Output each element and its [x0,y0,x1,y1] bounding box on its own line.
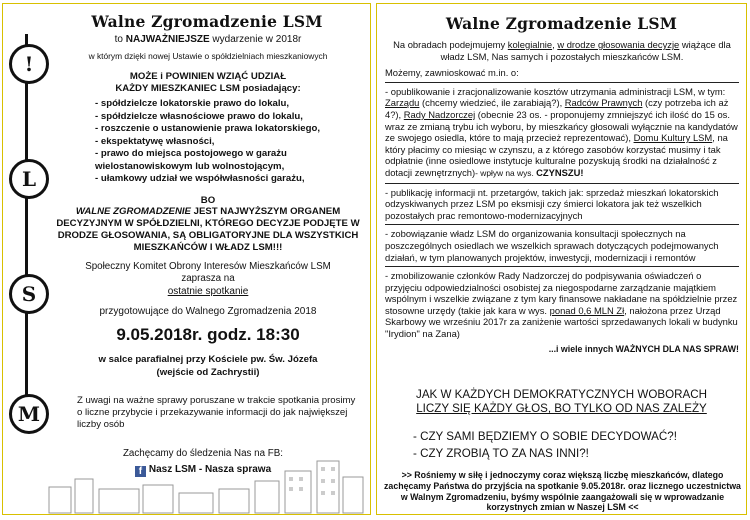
left-title: Walne Zgromadzenie LSM [91,12,323,31]
fb-invite: Zachęcamy do śledzenia Nas na FB: [122,448,284,459]
letter-s-circle [9,274,49,314]
committee: Społeczny Komitet Obrony Interesów Mieszkańców LSM [85,261,331,272]
divider [385,266,739,267]
can-request: Możemy, zawnioskować m.in. o: [385,67,519,79]
list-item: - ułamkowy udział we współwłasności garażu, [95,173,345,186]
item-costs: - opublikowanie i zracjonalizowanie kosztów utrzymania administracji LSM, w tym: Zarządu (chcemy wiedzieć, ile zarabiają?), Radców Prawnych (czy potrzeba ich aż 4?), Rady Nadzorczej (obecnie 23 os. - proponujemy zmniejszyć ich ilość do 15 os. wraz ze zmianą trybu ich wyboru, by mieszkańcy głosowali wyłącznie na kandydatów ze swojego osiedla, które to mają przecież reprezentować), Domu Kultury LSM, na który płacimy co miesiąc w czynszu, a z którego zasobów korzystać musimy i tak odpłatnie (inne osiedlowe instytucje kulturalne pozyskują środki na działalność z dotacji zewnętrznych)- wpływ na wys. CZYNSZU! [385,85,738,178]
list-item: - spółdzielcze lokatorskie prawo do lokalu, [95,98,345,111]
right-body [385,39,739,355]
letter-m-circle [9,394,49,434]
circle-letter: M [17,402,41,426]
fb-page[interactable]: f Nasz LSM - Nasza sprawa [53,464,353,477]
facebook-icon: f [135,466,146,477]
circle-letter: L [21,167,37,191]
meeting-datetime: 9.05.2018r. godz. 18:30 [116,325,300,344]
list-item: - ekspektatywę własności, [95,136,345,149]
may-participate: MOŻE i POWINIEN WZIĄĆ UDZIAŁ KAŻDY MIESZKANIEC LSM posiadający: [115,71,301,94]
letter-l-circle [9,159,49,199]
organ-statement: WALNE ZGROMADZENIE JEST NAJWYŻSZYM ORGANEM DECYZYJNYM W SPÓŁDZIELNI, KTÓREGO DECYZJE PODJĘTE W DRODZE GŁOSOWANIA, SĄ OBLIGATORYJNE DLA WSZYSTKICH MIESZKAŃCÓW I WŁADZ LSM!!! [56,206,360,253]
law-line: w którym dzięki nowej Ustawie o spółdzielniach mieszkaniowych [88,51,328,61]
meeting-entrance: (wejście od Zachrystii) [156,367,260,378]
closing-note: >> Rośniemy w siłę i jednoczymy coraz większą liczbę mieszkańców, dlatego zachęcamy Państwa do przyjścia na spotkanie 9.05.2018r. oraz licznego uczestnictwa w Walnym Zgromadzeniu, byśmy wspólnie zaangażowali się w wprowadzanie korzystnych zmian w Naszej LSM << [384,470,741,513]
left-flyer-panel [2,3,371,515]
timeline-rail [25,34,28,429]
list-item: - prawo do miejsca postojowego w garażu wielostanowiskowym lub wolnostojącym, [95,148,345,173]
subtitle: to NAJWAŻNIEJSZE wydarzenie w 2018r [114,34,302,45]
right-flyer-panel [376,3,747,515]
item-consultations: - zobowiązanie władz LSM do organizowania konsultacji społecznych na poszczególnych osiedlach we wszelkich sprawach dotyczących podejmowanych działań, w tym planowanych projektów, inwestycji, modernizacji i remontów [385,228,719,263]
invites: zaprasza na [181,273,235,284]
exclamation-icon [9,44,49,84]
divider [385,183,739,184]
slogan: JAK W KAŻDYCH DEMOKRATYCZNYCH WOBORACH LICZY SIĘ KAŻDY GŁOS, BO TYLKO OD NAS ZALEŻY [416,388,707,415]
list-item: - roszczenie o ustanowienie prawa lokatorskiego, [95,123,345,136]
circle-letter: ! [24,52,34,76]
question-others: - CZY ZROBIĄ TO ZA NAS INNI?! [413,447,589,460]
list-item: - spółdzielcze własnościowe prawo do lokalu, [95,111,345,124]
item-tenders: - publikację informacji nt. przetargów, takich jak: sprzedaż mieszkań lokatorskich odzyskiwanych przez LSM po eksmisji czy śmierci lokatora jak też wszelkich pozostałych prac remontowo-modernizacyjnych [385,186,719,221]
question-self: - CZY SAMI BĘDZIEMY O SOBIE DECYDOWAĆ?! [413,430,677,443]
attention-note: Z uwagi na ważne sprawy poruszane w trakcie spotkania prosimy o liczne przybycie i przekazywanie informacji do jak największej liczby osób [77,395,356,430]
more-issues: ...i wiele innych WAŻNYCH DLA NAS SPRAW! [548,343,739,354]
divider [385,224,739,225]
right-title: Walne Zgromadzenie LSM [445,14,678,33]
divider [385,82,739,83]
because: BO [200,195,216,206]
rights-list [95,98,345,186]
circle-letter: S [21,282,37,306]
intro: Na obradach podejmujemy kolegialnie, w drodze głosowania decyzje wiążące dla władz LSM, Nas samych i pozostałych mieszkańców LSM. [393,39,731,62]
item-supervisory-board: - zmobilizowanie członków Rady Nadzorczej do podpisywania oświadczeń o przyjęciu odpowiedzialności osobistej za niegospodarne zarządzanie majątkiem wspólnym i wszelkie związane z tym kary finansowe nakładane na spółdzielnie przez stosowne urzędy (takie jak kara w wys. ponad 0,6 MLN Zł, nałożona przez Urząd Skarbowy we wrześniu 2017r za zaniżenie wartości sprzedawanych lokali w budynku "Irydion" na Zana) [385,270,738,340]
last-meeting: ostatnie spotkanie [167,286,249,297]
city-skyline-icon [43,459,371,514]
preparing: przygotowujące do Walnego Zgromadzenia 2018 [99,306,317,317]
meeting-place: w salce parafialnej przy Kościele pw. Św. Józefa [98,354,318,365]
